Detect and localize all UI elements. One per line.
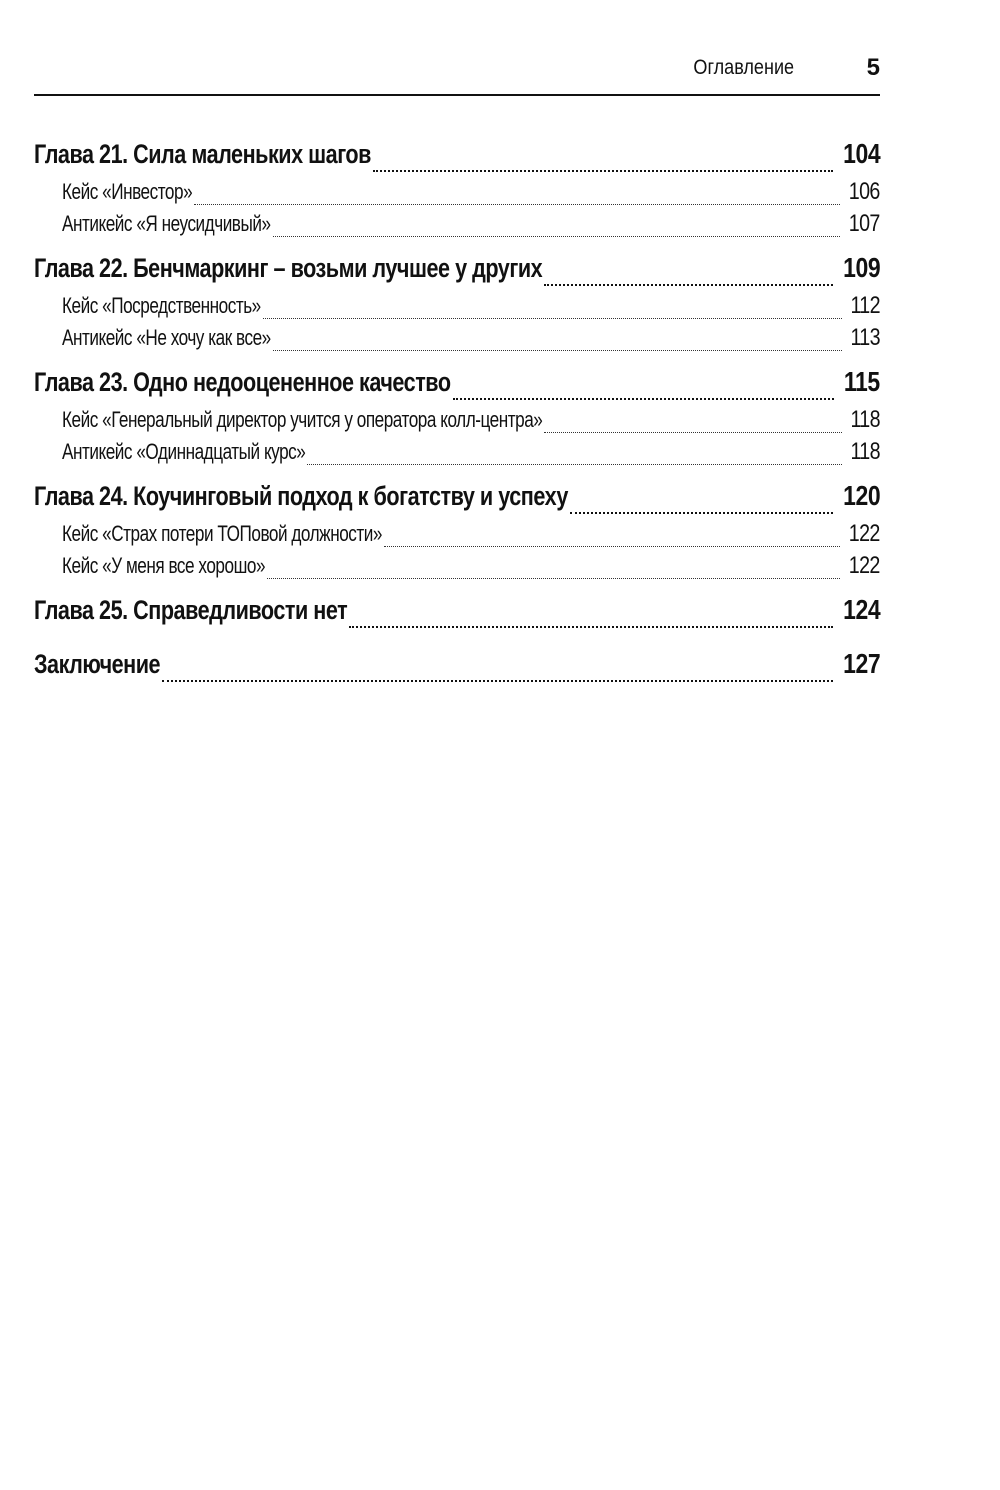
toc-entry-label: Глава 23. Одно недооцененное качество [34,367,451,397]
dot-leader [162,680,833,682]
dot-leader [194,204,840,205]
dot-leader [373,170,833,172]
toc-entry-label: Глава 21. Сила маленьких шагов [34,139,371,169]
dot-leader [263,318,842,319]
toc-entry-page: 122 [849,552,880,579]
toc-entry-page: 107 [849,210,880,237]
toc-case[interactable] [34,438,880,470]
dot-leader [453,398,835,400]
toc-entry-label: Кейс «Инвестор» [62,179,193,204]
table-of-contents [34,138,880,688]
running-head [34,52,880,96]
toc-case[interactable] [34,292,880,324]
toc-entry-page: 112 [850,292,880,319]
toc-chapter-22[interactable] [34,252,880,292]
toc-entry-page: 118 [850,438,880,465]
toc-entry-label: Кейс «Страх потери ТОПовой должности» [62,521,382,546]
toc-entry-page: 109 [842,252,880,283]
toc-entry-page: 120 [842,480,880,511]
toc-conclusion[interactable] [34,648,880,688]
toc-entry-label: Антикейс «Одиннадцатый курс» [62,439,306,464]
dot-leader [384,546,840,547]
toc-entry-page: 113 [850,324,880,351]
toc-entry-page: 115 [844,366,880,397]
toc-case[interactable] [34,178,880,210]
toc-entry-label: Кейс «Посредственность» [62,293,261,318]
toc-case[interactable] [34,210,880,242]
toc-entry-page: 104 [842,138,880,169]
toc-entry-page: 106 [849,178,880,205]
toc-entry-label: Глава 22. Бенчмаркинг – возьми лучшее у других [34,253,543,283]
toc-entry-label: Антикейс «Я неусидчивый» [62,211,271,236]
toc-entry-label: Кейс «У меня все хорошо» [62,553,266,578]
toc-case[interactable] [34,520,880,552]
toc-entry-label: Антикейс «Не хочу как все» [62,325,271,350]
dot-leader [273,350,842,351]
toc-case[interactable] [34,552,880,584]
toc-entry-label: Глава 24. Коучинговый подход к богатству и успеху [34,481,568,511]
dot-leader [349,626,833,628]
dot-leader [273,236,841,237]
dot-leader [544,284,833,286]
dot-leader [267,578,840,579]
page-number: 5 [866,54,880,81]
toc-entry-page: 122 [849,520,880,547]
toc-case[interactable] [34,406,880,438]
toc-chapter-23[interactable] [34,366,880,406]
toc-case[interactable] [34,324,880,356]
dot-leader [570,512,833,514]
toc-entry-label: Глава 25. Справедливости нет [34,595,348,625]
section-title: Оглавление [693,56,794,79]
toc-entry-label: Кейс «Генеральный директор учится у оператора колл-центра» [62,407,543,432]
toc-entry-page: 124 [842,594,880,625]
toc-entry-page: 118 [850,406,880,433]
toc-entry-page: 127 [842,648,880,679]
toc-chapter-25[interactable] [34,594,880,634]
dot-leader [307,464,842,465]
toc-entry-label: Заключение [34,649,161,679]
toc-chapter-24[interactable] [34,480,880,520]
toc-chapter-21[interactable] [34,138,880,178]
dot-leader [544,432,842,433]
